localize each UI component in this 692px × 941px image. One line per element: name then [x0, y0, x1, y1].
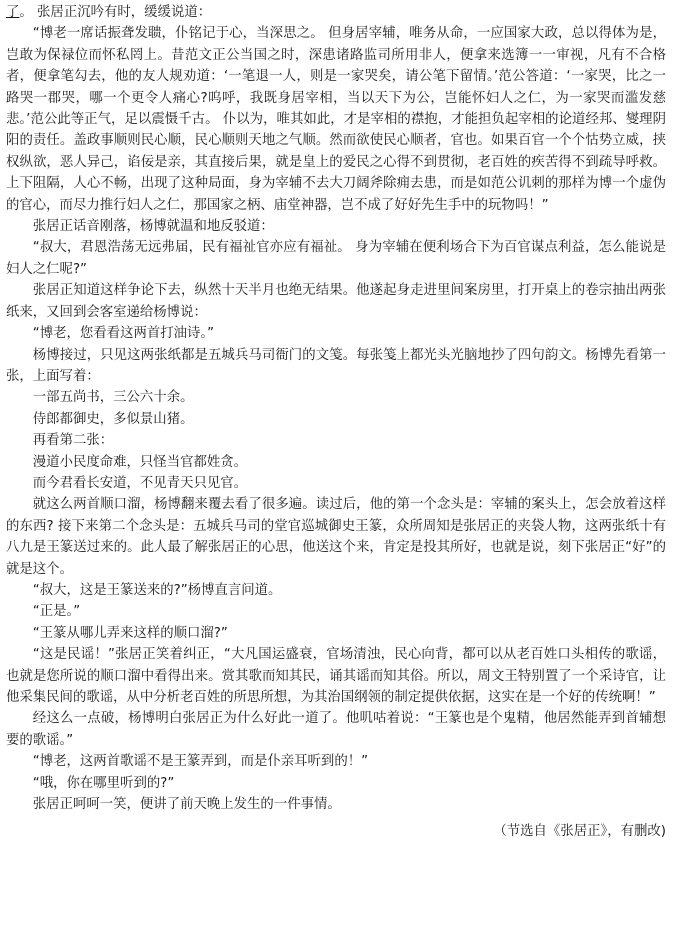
poem-line: 漫道小民度命难，只怪当官都姓贪。 — [32, 454, 248, 470]
paragraph: “王篆从哪儿弄来这样的顺口溜?” — [32, 625, 228, 641]
paragraph: “这是民谣！”张居正笑着纠正，“大凡国运盛衰，官场清浊，民心向背，都可以从老百姓口头相传的歌谣，也就是您所说的顺口溜中看得出来。赏其歌而知其民，诵其谣而知其俗。所以，周文王特别置了一个采诗官，让他采集民间的歌谣，从中分析老百姓的所思所想，为其治国纲领的制定提供依据，这实在是一个好的传统啊！” — [6, 647, 666, 705]
article — [6, 2, 666, 843]
paragraph: “博老一席话振聋发聩，仆铭记于心，当深思之。 但身居宰辅，唯务从命，一应国家大政，总以得体为是，岂敢为保禄位而怀私罔上。昔范文正公当国之时，深患诸路监司所用非人，便拿来选簿一一审视，凡有不合格者，便拿笔勾去，他的友人规劝道：‘一笔退一人，则是一家哭矣，请公笔下留情。’范公答道：‘一家哭，比之一路哭一郡哭，哪一个更令人痛心?呜呼，我既身居宰相，当以天下为公，岂能怀妇人之仁，为一家哭而滥发慈悲。’范公此等正气，足以震慑千古。 仆以为，唯其如此，才是宰相的襟抱，才能担负起宰相的论道经邦、燮理阴阳的责任。盖政事顺则民心顺，民心顺则天地之气顺。然而欲使民心顺者，官也。如果百官一个个怙势立威，挟权纵欲，恶人异己，谄佞是亲，其直接后果，就是皇上的爱民之心得不到贯彻，老百姓的疾苦得不到疏导呼救。 上下阻隔，人心不畅，出现了这种局面，身为宰辅不去大刀阔斧除痈去患，而是如范公讥刺的那样为博一个虚伪的官心，而尽力推行妇人之仁，那国家之柄、庙堂神器，岂不成了好好先生手中的玩物吗！” — [6, 26, 666, 213]
paragraph: 再看第二张： — [32, 433, 114, 449]
first-line — [6, 2, 666, 23]
underlined-char: 了 — [6, 5, 20, 20]
paragraph: “叔大，君恩浩荡无远弗届，民有福祉官亦应有福祉。 身为宰辅在便利场合下为百官谋点利益，怎么能说是妇人之仁呢?” — [6, 240, 666, 277]
paragraph: “正是。” — [32, 604, 81, 620]
paragraph: 张居正话音刚落，杨博就温和地反驳道： — [32, 219, 274, 235]
poem-line: 而今君看长安道，不见青天只见官。 — [32, 475, 248, 491]
paragraph: “叔大，这是王篆送来的?”杨博直言问道。 — [32, 582, 282, 598]
first-line-text: 。 张居正沉吟有时，缓缓说道： — [19, 5, 212, 20]
paragraph: 就这么两首顺口溜，杨博翻来覆去看了很多遍。读过后，他的第一个念头是：宰辅的案头上，怎会放着这样的东西? 接下来第二个念头是：五城兵马司的堂官巡城御史王篆，众所周知是张居正的夹袋人物，这两张纸十有八九是王篆送过来的。此人最了解张居正的心思，他送这个来，肯定是投其所好，也就是说，刻下张居正“好”的就是这个。 — [6, 497, 666, 577]
paragraph: “博老，这两首歌谣不是王篆弄到，而是仆亲耳听到的！” — [32, 754, 369, 770]
poem-line: 侍郎都御史，多似景山猪。 — [32, 411, 194, 427]
source-note: （节选自《张居正》，有删改) — [493, 824, 666, 840]
paragraph: 张居正知道这样争论下去，纵然十天半月也绝无结果。他遂起身走进里间案房里，打开桌上的卷宗抽出两张纸来，又回到会客室递给杨博说： — [6, 283, 666, 320]
paragraph: 张居正呵呵一笑，便讲了前天晚上发生的一件事情。 — [32, 797, 341, 813]
poem-line: 一部五尚书，三公六十余。 — [32, 390, 194, 406]
paragraph: “哦，你在哪里听到的?” — [32, 775, 175, 791]
paragraph: “博老，您看看这两首打油诗。” — [32, 326, 215, 342]
paragraph: 经这么一点破，杨博明白张居正为什么好此一道了。他叽咕着说：“王篆也是个鬼精，他居然能弄到首辅想要的歌谣。” — [6, 711, 666, 748]
paragraph: 杨博接过，只见这两张纸都是五城兵马司衙门的文笺。每张笺上都光头光脑地抄了四句韵文。杨博先看第一张，上面写着： — [6, 347, 666, 384]
